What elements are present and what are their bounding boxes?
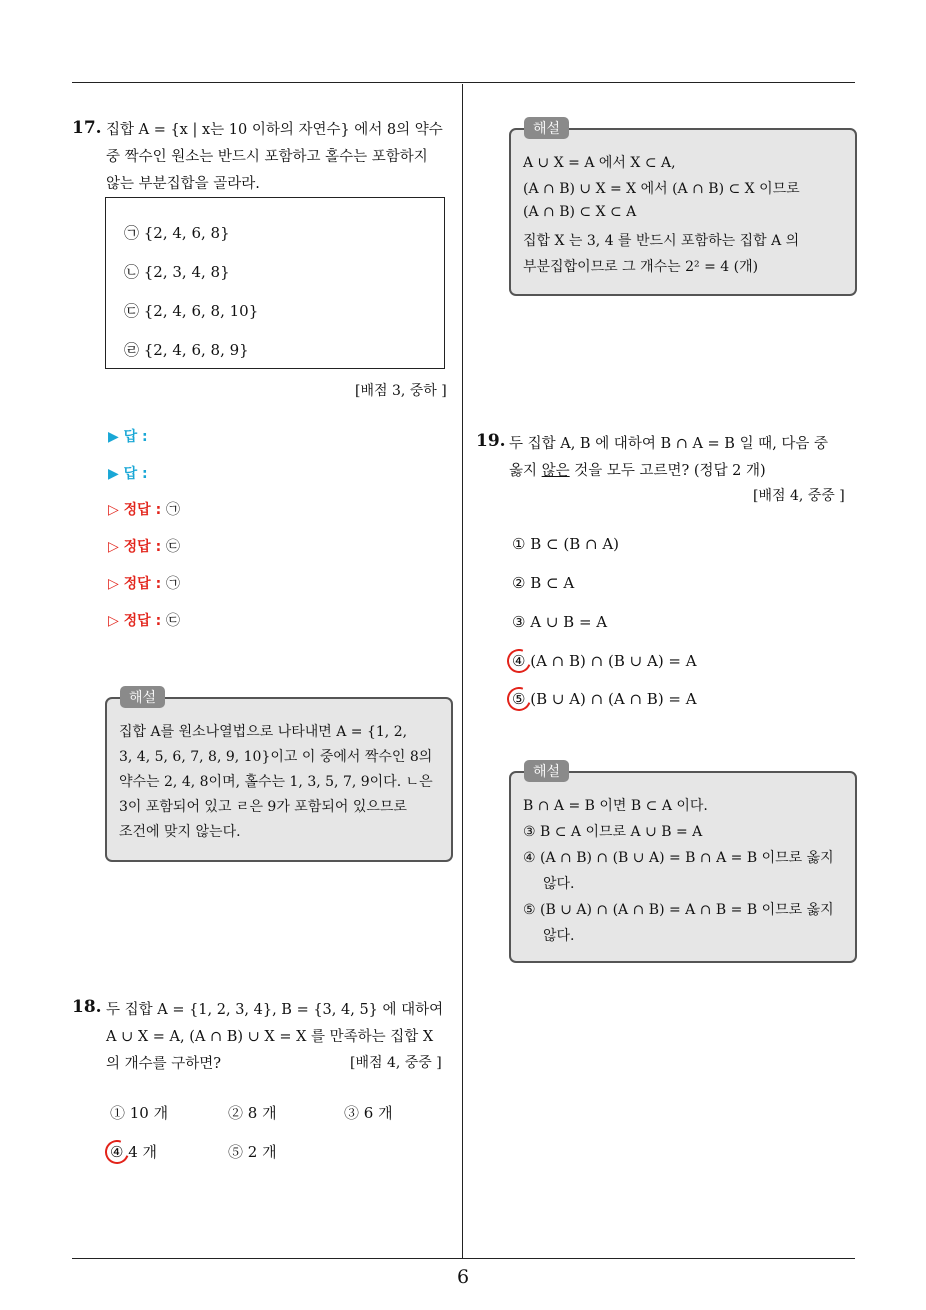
question-17-number: 17. (72, 118, 102, 138)
choice-item: ㉢ {2, 4, 6, 8, 10} (124, 302, 259, 320)
option-5[interactable] (512, 690, 697, 708)
question-19-explanation (509, 764, 857, 963)
option-5-text: (B ∪ A) ∩ (A ∩ B) = A (530, 690, 697, 708)
explanation-line: 3이 포함되어 있고 ㄹ은 9가 포함되어 있으므로 (119, 799, 407, 815)
option-3[interactable]: ③ A ∪ B = A (512, 613, 608, 631)
option-2[interactable]: ② 8 개 (228, 1104, 277, 1122)
top-rule (72, 82, 855, 83)
option-5[interactable]: ⑤ 2 개 (228, 1143, 277, 1161)
question-19-number: 19. (476, 431, 506, 451)
option-4-number: ④ (512, 652, 525, 670)
answer-label: ▷ 정답 : (108, 613, 162, 629)
question-17-choice-box (105, 197, 445, 369)
question-18-number: 18. (72, 997, 102, 1017)
question-18-score: [배점 4, 중중 ] (350, 1055, 442, 1071)
explanation-tag: 해설 (120, 686, 165, 708)
explanation-line: ④ (A ∩ B) ∩ (B ∪ A) = B ∩ A = B 이므로 옳지 (523, 850, 834, 866)
selected-mark-icon (503, 645, 535, 677)
question-18-text-line-1: 두 집합 A = {1, 2, 3, 4}, B = {3, 4, 5} 에 대하여 (106, 1002, 444, 1018)
option-4[interactable] (512, 652, 697, 670)
selected-mark-icon (503, 683, 535, 715)
question-18-text-line-2: A ∪ X = A, (A ∩ B) ∪ X = X 를 만족하는 집합 X (106, 1029, 434, 1045)
choice-item: ㉡ {2, 3, 4, 8} (124, 263, 230, 281)
option-1[interactable]: ① B ⊂ (B ∩ A) (512, 535, 620, 553)
question-19-score: [배점 4, 중중 ] (753, 488, 845, 504)
choice-item: ㉠ {2, 4, 6, 8} (124, 224, 230, 242)
correct-answer-row (108, 573, 180, 593)
answer-label: ▶ 답 : (108, 466, 148, 482)
answer-label: ▶ 답 : (108, 429, 148, 445)
explanation-line: 약수는 2, 4, 8이며, 홀수는 1, 3, 5, 7, 9이다. ㄴ은 (119, 774, 433, 790)
explanation-line: 집합 X 는 3, 4 를 반드시 포함하는 집합 A 의 (523, 233, 800, 249)
explanation-line: (A ∩ B) ∪ X = X 에서 (A ∩ B) ⊂ X 이므로 (523, 181, 800, 197)
explanation-line: ③ B ⊂ A 이므로 A ∪ B = A (523, 824, 703, 840)
explanation-line: ⑤ (B ∪ A) ∩ (A ∩ B) = A ∩ B = B 이므로 옳지 (523, 902, 834, 918)
option-5-number: ⑤ (512, 690, 525, 708)
correct-answer-row (108, 499, 180, 519)
correct-answer-row (108, 610, 180, 630)
question-17-explanation (105, 690, 453, 862)
option-3[interactable]: ③ 6 개 (344, 1104, 393, 1122)
column-divider (462, 84, 463, 1259)
explanation-line: B ∩ A = B 이면 B ⊂ A 이다. (523, 798, 708, 814)
question-19-text-line-2: 옳지 않은 것을 모두 고르면? (정답 2 개) (509, 463, 766, 479)
selected-mark-icon (101, 1136, 133, 1168)
question-17-text-line-3: 않는 부분집합을 골라라. (106, 176, 260, 192)
question-17-text-line-2: 중 짝수인 원소는 반드시 포함하고 홀수는 포함하지 (106, 149, 428, 165)
question-17-text-line-1: 집합 A = {x | x는 10 이하의 자연수} 에서 8의 약수 (106, 122, 443, 138)
question-19-text-line-1: 두 집합 A, B 에 대하여 B ∩ A = B 일 때, 다음 중 (509, 436, 829, 452)
option-4-text: (A ∩ B) ∩ (B ∪ A) = A (530, 652, 697, 670)
option-2[interactable]: ② B ⊂ A (512, 574, 575, 592)
emphasis-underline: 않은 (541, 463, 570, 479)
answer-label: ▷ 정답 : (108, 576, 162, 592)
option-4-number: ④ (110, 1143, 123, 1161)
option-4[interactable] (110, 1141, 157, 1162)
question-17-score: [배점 3, 중하 ] (355, 383, 447, 399)
explanation-line: 3, 4, 5, 6, 7, 8, 9, 10}이고 이 중에서 짝수인 8의 (119, 749, 433, 765)
answer-row (108, 463, 148, 483)
answer-value: ㉢ (166, 539, 181, 555)
explanation-line: A ∪ X = A 에서 X ⊂ A, (523, 155, 676, 171)
answer-value: ㉢ (166, 613, 181, 629)
answer-label: ▷ 정답 : (108, 502, 162, 518)
bottom-rule (72, 1258, 855, 1259)
explanation-line: (A ∩ B) ⊂ X ⊂ A (523, 204, 637, 220)
answer-value: ㉠ (166, 576, 181, 592)
option-1[interactable]: ① 10 개 (110, 1104, 169, 1122)
explanation-tag: 해설 (524, 760, 569, 782)
question-18-text-line-3: 의 개수를 구하면? (106, 1056, 222, 1072)
answer-label: ▷ 정답 : (108, 539, 162, 555)
explanation-line: 집합 A를 원소나열법으로 나타내면 A = {1, 2, (119, 724, 408, 740)
explanation-line: 않다. (543, 876, 575, 892)
explanation-line: 부분집합이므로 그 개수는 2² = 4 (개) (523, 259, 759, 275)
option-4-text: 4 개 (128, 1143, 158, 1161)
question-18-explanation (509, 121, 857, 296)
page-number: 6 (456, 1266, 470, 1288)
correct-answer-row (108, 536, 180, 556)
answer-row (108, 426, 148, 446)
choice-item: ㉣ {2, 4, 6, 8, 9} (124, 341, 249, 359)
explanation-line: 조건에 맞지 않는다. (119, 824, 241, 840)
explanation-line: 않다. (543, 928, 575, 944)
explanation-tag: 해설 (524, 117, 569, 139)
answer-value: ㉠ (166, 502, 181, 518)
